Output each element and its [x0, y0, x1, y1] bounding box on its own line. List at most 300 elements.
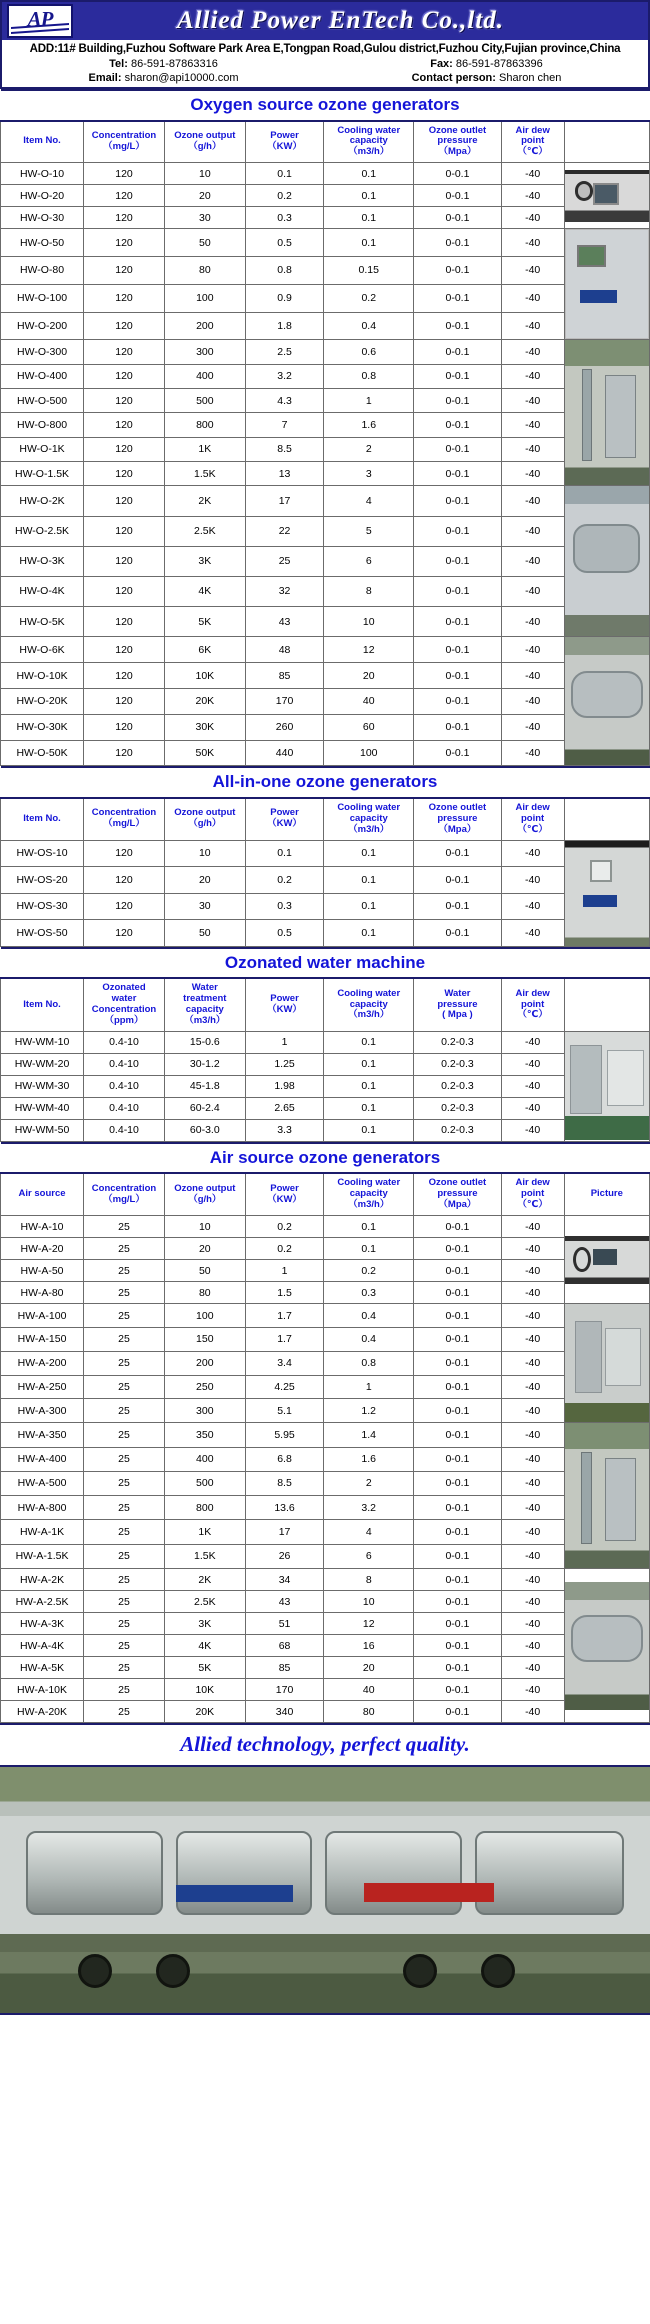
cell-value: -40	[501, 840, 564, 867]
cell-item-no: HW-OS-30	[1, 893, 84, 920]
cell-value: 170	[245, 688, 324, 714]
cell-value: 0.1	[324, 840, 414, 867]
cell-value: -40	[501, 1260, 564, 1282]
cell-value: 8	[324, 576, 414, 606]
cell-value: 17	[245, 486, 324, 516]
table-row	[1, 1591, 650, 1613]
table-row	[1, 388, 650, 412]
photo-ozone-generator-vessels-on-truck	[0, 1767, 650, 2015]
cell-item-no: HW-A-10	[1, 1216, 84, 1238]
cell-value: 32	[245, 576, 324, 606]
cell-value: 30	[164, 207, 245, 229]
cell-value: 60-3.0	[164, 1119, 245, 1141]
cell-value: 2.65	[245, 1097, 324, 1119]
cell-value: 6	[324, 1544, 414, 1568]
section-title-ozonated-water: Ozonated water machine	[1, 948, 650, 979]
cell-value: 25	[84, 1544, 165, 1568]
cell-value: 0-0.1	[414, 1260, 502, 1282]
cell-value: 2	[324, 437, 414, 461]
company-name: Allied Power EnTech Co.,ltd.	[176, 7, 505, 34]
cell-value: 0.2-0.3	[414, 1031, 502, 1053]
cell-item-no: HW-WM-20	[1, 1053, 84, 1075]
cell-item-no: HW-A-20	[1, 1238, 84, 1260]
cell-value: -40	[501, 1304, 564, 1328]
cell-value: 25	[84, 1238, 165, 1260]
cell-value: 10	[324, 1591, 414, 1613]
table-row	[1, 257, 650, 285]
cell-item-no: HW-A-4K	[1, 1635, 84, 1657]
cell-value: -40	[501, 867, 564, 894]
hero-red-label	[364, 1883, 494, 1903]
cell-value: -40	[501, 1075, 564, 1097]
hero-wheel-4	[481, 1954, 515, 1988]
cell-value: 1.8	[245, 312, 324, 340]
cell-value: 0-0.1	[414, 1238, 502, 1260]
cell-value: 12	[324, 1613, 414, 1635]
cell-value: -40	[501, 920, 564, 947]
cell-value: -40	[501, 1375, 564, 1399]
table-row	[1, 1423, 650, 1447]
cell-value: 25	[84, 1591, 165, 1613]
table-row	[1, 284, 650, 312]
cell-value: 50	[164, 920, 245, 947]
telephone-label: Tel:	[109, 58, 128, 70]
cell-item-no: HW-O-800	[1, 413, 84, 437]
table-row	[1, 714, 650, 740]
cell-value: 60-2.4	[164, 1097, 245, 1119]
cell-value: 2.5K	[164, 516, 245, 546]
cell-value: 85	[245, 663, 324, 689]
cell-value: 0-0.1	[414, 546, 502, 576]
cell-value: 0-0.1	[414, 867, 502, 894]
cell-value: 0-0.1	[414, 607, 502, 637]
cell-value: -40	[501, 740, 564, 766]
cell-value: -40	[501, 516, 564, 546]
table-row	[1, 867, 650, 894]
cell-value: 0.8	[245, 257, 324, 285]
cell-value: 0-0.1	[414, 1447, 502, 1471]
cell-value: 0-0.1	[414, 388, 502, 412]
table-row	[1, 1097, 650, 1119]
cell-value: 120	[84, 637, 165, 663]
column-header-ozonated-water-7	[564, 978, 649, 1031]
cell-value: 0.1	[245, 840, 324, 867]
cell-value: 120	[84, 607, 165, 637]
cell-value: 0-0.1	[414, 1657, 502, 1679]
cell-value: 120	[84, 461, 165, 485]
column-header-air-source-7: Picture	[564, 1173, 649, 1215]
cell-value: -40	[501, 1119, 564, 1141]
cell-value: 25	[84, 1304, 165, 1328]
cell-value: 200	[164, 1351, 245, 1375]
cell-item-no: HW-A-400	[1, 1447, 84, 1471]
table-row	[1, 1053, 650, 1075]
cell-value: 120	[84, 867, 165, 894]
cell-value: 120	[84, 388, 165, 412]
table-row	[1, 1447, 650, 1471]
cell-value: 4.25	[245, 1375, 324, 1399]
cell-value: 0-0.1	[414, 1613, 502, 1635]
cell-item-no: HW-O-3K	[1, 546, 84, 576]
table-row	[1, 1471, 650, 1495]
cell-value: 0.3	[324, 1282, 414, 1304]
cell-value: 1	[245, 1031, 324, 1053]
cell-value: 8	[324, 1569, 414, 1591]
cell-value: 1.5	[245, 1282, 324, 1304]
photo-air-skid-plant-image	[565, 1423, 649, 1568]
cell-value: 0.2	[245, 867, 324, 894]
cell-value: 2.5K	[164, 1591, 245, 1613]
cell-item-no: HW-A-2.5K	[1, 1591, 84, 1613]
cell-value: 120	[84, 893, 165, 920]
cell-value: 0.1	[324, 163, 414, 185]
cell-value: 120	[84, 413, 165, 437]
logo-swoosh-icon	[11, 23, 69, 34]
cell-value: 0.4-10	[84, 1119, 165, 1141]
cell-item-no: HW-O-10	[1, 163, 84, 185]
cell-item-no: HW-A-80	[1, 1282, 84, 1304]
cell-value: 1K	[164, 437, 245, 461]
cell-value: 0-0.1	[414, 185, 502, 207]
cell-value: 0.1	[324, 229, 414, 257]
cell-value: 0-0.1	[414, 437, 502, 461]
cell-value: 0.2-0.3	[414, 1053, 502, 1075]
table-row	[1, 1679, 650, 1701]
cell-value: 100	[324, 740, 414, 766]
cell-value: 120	[84, 257, 165, 285]
cell-value: 2K	[164, 1569, 245, 1591]
company-address: ADD:11# Building,Fuzhou Software Park Area E,Tongpan Road,Gulou district,Fuzhou City,Fujian province,China	[0, 40, 650, 57]
cell-value: -40	[501, 437, 564, 461]
cell-value: 1	[324, 388, 414, 412]
table-row	[1, 364, 650, 388]
table-row	[1, 1520, 650, 1544]
cell-value: -40	[501, 229, 564, 257]
photo-all-in-one-cabinet-image	[565, 841, 649, 946]
cell-value: 48	[245, 637, 324, 663]
cell-value: 0-0.1	[414, 1216, 502, 1238]
cell-value: 120	[84, 840, 165, 867]
cell-value: 25	[84, 1260, 165, 1282]
cell-value: -40	[501, 1657, 564, 1679]
cell-value: 120	[84, 185, 165, 207]
cell-value: 3	[324, 461, 414, 485]
cell-value: 25	[84, 1327, 165, 1351]
cell-value: 120	[84, 486, 165, 516]
table-row	[1, 461, 650, 485]
cell-value: 0-0.1	[414, 1327, 502, 1351]
logo-text: AP	[27, 6, 53, 31]
cell-value: 0-0.1	[414, 1591, 502, 1613]
cell-item-no: HW-O-80	[1, 257, 84, 285]
column-header-air-source-2: Ozone output （g/h）	[164, 1173, 245, 1215]
cell-value: 4K	[164, 1635, 245, 1657]
cell-item-no: HW-A-500	[1, 1471, 84, 1495]
product-tables	[0, 89, 650, 1723]
column-header-all-in-one-0: Item No.	[1, 798, 84, 840]
cell-value: 10K	[164, 1679, 245, 1701]
table-air-source	[0, 1142, 650, 1723]
cell-value: 0-0.1	[414, 163, 502, 185]
cell-value: 120	[84, 364, 165, 388]
table-row	[1, 1635, 650, 1657]
cell-value: 43	[245, 1591, 324, 1613]
cell-value: 20	[324, 663, 414, 689]
cell-item-no: HW-O-30	[1, 207, 84, 229]
cell-value: 45-1.8	[164, 1075, 245, 1097]
cell-value: 0.2	[324, 284, 414, 312]
cell-value: 0-0.1	[414, 461, 502, 485]
cell-value: -40	[501, 1327, 564, 1351]
fax	[325, 58, 648, 70]
cell-item-no: HW-A-20K	[1, 1701, 84, 1723]
cell-value: 8.5	[245, 1471, 324, 1495]
table-row	[1, 312, 650, 340]
cell-value: -40	[501, 1471, 564, 1495]
hero-vessel-1	[26, 1831, 163, 1915]
cell-value: 0-0.1	[414, 284, 502, 312]
cell-item-no: HW-O-1K	[1, 437, 84, 461]
table-row	[1, 546, 650, 576]
cell-item-no: HW-A-150	[1, 1327, 84, 1351]
cell-value: 2K	[164, 486, 245, 516]
table-all-in-one	[0, 766, 650, 946]
cell-value: 10	[164, 163, 245, 185]
hero-wheel-2	[156, 1954, 190, 1988]
cell-value: 1.25	[245, 1053, 324, 1075]
cell-value: -40	[501, 637, 564, 663]
cell-value: 30K	[164, 714, 245, 740]
cell-value: 3K	[164, 546, 245, 576]
cell-value: 3.2	[245, 364, 324, 388]
cell-value: 200	[164, 312, 245, 340]
fax-value: 86-591-87863396	[455, 58, 543, 70]
cell-value: 0.1	[245, 163, 324, 185]
table-row	[1, 1496, 650, 1520]
photo-oxygen-skid-plant-image	[565, 340, 649, 485]
contact-row-email	[0, 71, 650, 89]
cell-value: 120	[84, 340, 165, 364]
cell-value: 0-0.1	[414, 1679, 502, 1701]
cell-value: 30-1.2	[164, 1053, 245, 1075]
cell-value: 0.1	[324, 1053, 414, 1075]
cell-value: 0-0.1	[414, 340, 502, 364]
email-value[interactable]: sharon@api10000.com	[124, 72, 239, 84]
cell-item-no: HW-A-50	[1, 1260, 84, 1282]
table-oxygen	[0, 89, 650, 766]
cell-value: 0.4	[324, 312, 414, 340]
column-header-oxygen-6: Air dew point （℃）	[501, 121, 564, 163]
cell-value: -40	[501, 1097, 564, 1119]
table-row	[1, 893, 650, 920]
cell-item-no: HW-A-5K	[1, 1657, 84, 1679]
cell-item-no: HW-O-100	[1, 284, 84, 312]
cell-value: 25	[84, 1701, 165, 1723]
cell-value: 0.3	[245, 207, 324, 229]
cell-value: 170	[245, 1679, 324, 1701]
photo-air-benchtop-unit-image	[565, 1236, 649, 1284]
column-header-all-in-one-4: Cooling water capacity （m3/h）	[324, 798, 414, 840]
cell-value: 150	[164, 1327, 245, 1351]
photo-ozonated-water-machine	[564, 1031, 649, 1141]
cell-item-no: HW-O-4K	[1, 576, 84, 606]
cell-item-no: HW-O-2K	[1, 486, 84, 516]
cell-value: 0.4	[324, 1304, 414, 1328]
cell-value: 0-0.1	[414, 413, 502, 437]
cell-value: 350	[164, 1423, 245, 1447]
cell-value: 3.2	[324, 1496, 414, 1520]
cell-item-no: HW-A-100	[1, 1304, 84, 1328]
cell-item-no: HW-O-6K	[1, 637, 84, 663]
table-row	[1, 663, 650, 689]
fax-label: Fax:	[430, 58, 453, 70]
cell-value: -40	[501, 1679, 564, 1701]
cell-value: 20	[164, 1238, 245, 1260]
column-header-ozonated-water-0: Item No.	[1, 978, 84, 1031]
cell-value: 20	[324, 1657, 414, 1679]
cell-value: 25	[84, 1679, 165, 1701]
cell-value: 0-0.1	[414, 1544, 502, 1568]
cell-value: 15-0.6	[164, 1031, 245, 1053]
table-row	[1, 1569, 650, 1591]
cell-value: -40	[501, 714, 564, 740]
cell-value: 10	[164, 840, 245, 867]
table-row	[1, 1238, 650, 1260]
cell-value: 0.2	[245, 1238, 324, 1260]
cell-value: 43	[245, 607, 324, 637]
cell-value: 120	[84, 714, 165, 740]
cell-value: 120	[84, 284, 165, 312]
cell-value: 20K	[164, 688, 245, 714]
table-row	[1, 1351, 650, 1375]
cell-item-no: HW-O-300	[1, 340, 84, 364]
table-row	[1, 688, 650, 714]
cell-value: -40	[501, 1282, 564, 1304]
cell-value: -40	[501, 546, 564, 576]
cell-value: 0-0.1	[414, 840, 502, 867]
cell-value: 5K	[164, 607, 245, 637]
cell-value: 120	[84, 663, 165, 689]
cell-value: 0.2	[245, 185, 324, 207]
cell-value: -40	[501, 1351, 564, 1375]
cell-item-no: HW-A-250	[1, 1375, 84, 1399]
cell-value: -40	[501, 1701, 564, 1723]
cell-item-no: HW-O-200	[1, 312, 84, 340]
table-row	[1, 1282, 650, 1304]
column-header-air-source-3: Power （KW）	[245, 1173, 324, 1215]
cell-value: -40	[501, 163, 564, 185]
cell-value: 0.4	[324, 1327, 414, 1351]
cell-value: 0.3	[245, 893, 324, 920]
cell-value: 0.1	[324, 867, 414, 894]
cell-item-no: HW-O-400	[1, 364, 84, 388]
column-header-ozonated-water-3: Power （KW）	[245, 978, 324, 1031]
cell-item-no: HW-A-3K	[1, 1613, 84, 1635]
cell-value: 0.5	[245, 920, 324, 947]
email	[2, 72, 325, 84]
cell-value: 1	[324, 1375, 414, 1399]
cell-value: 0.2	[245, 1216, 324, 1238]
column-header-oxygen-3: Power （KW）	[245, 121, 324, 163]
cell-item-no: HW-OS-10	[1, 840, 84, 867]
table-row	[1, 516, 650, 546]
cell-value: 0.15	[324, 257, 414, 285]
cell-value: 4.3	[245, 388, 324, 412]
cell-value: 50	[164, 1260, 245, 1282]
cell-item-no: HW-O-50	[1, 229, 84, 257]
cell-value: 0-0.1	[414, 1520, 502, 1544]
cell-value: 0-0.1	[414, 1635, 502, 1657]
cell-value: 0.4-10	[84, 1075, 165, 1097]
cell-value: 300	[164, 1399, 245, 1423]
cell-item-no: HW-A-800	[1, 1496, 84, 1520]
cell-value: -40	[501, 1423, 564, 1447]
cell-item-no: HW-OS-50	[1, 920, 84, 947]
cell-value: 10K	[164, 663, 245, 689]
column-header-ozonated-water-6: Air dew point （℃）	[501, 978, 564, 1031]
column-header-oxygen-0: Item No.	[1, 121, 84, 163]
cell-value: 120	[84, 312, 165, 340]
cell-value: 0-0.1	[414, 1375, 502, 1399]
cell-value: 500	[164, 1471, 245, 1495]
contact-row-phone	[0, 57, 650, 71]
cell-value: 0.2-0.3	[414, 1097, 502, 1119]
cell-value: 0-0.1	[414, 1423, 502, 1447]
cell-value: 120	[84, 688, 165, 714]
photo-oxygen-cabinet-unit-image	[565, 229, 649, 339]
cell-item-no: HW-O-1.5K	[1, 461, 84, 485]
cell-value: 30	[164, 893, 245, 920]
cell-value: 3.3	[245, 1119, 324, 1141]
table-row	[1, 637, 650, 663]
table-row	[1, 1304, 650, 1328]
cell-value: 0.1	[324, 1097, 414, 1119]
cell-value: 120	[84, 207, 165, 229]
cell-value: 0-0.1	[414, 1496, 502, 1520]
cell-value: 0.5	[245, 229, 324, 257]
table-row	[1, 607, 650, 637]
cell-value: 1.4	[324, 1423, 414, 1447]
cell-value: 40	[324, 1679, 414, 1701]
cell-value: 0-0.1	[414, 364, 502, 388]
cell-value: -40	[501, 1447, 564, 1471]
cell-value: 34	[245, 1569, 324, 1591]
cell-value: 25	[84, 1216, 165, 1238]
cell-value: 0-0.1	[414, 893, 502, 920]
cell-value: 0.1	[324, 1075, 414, 1097]
cell-value: 0-0.1	[414, 1471, 502, 1495]
photo-oxygen-large-plant-image	[565, 486, 649, 636]
cell-value: 5	[324, 516, 414, 546]
cell-value: 6.8	[245, 1447, 324, 1471]
cell-item-no: HW-A-1.5K	[1, 1544, 84, 1568]
cell-value: -40	[501, 576, 564, 606]
cell-value: 0.8	[324, 1351, 414, 1375]
cell-value: 25	[84, 1351, 165, 1375]
cell-value: 0-0.1	[414, 486, 502, 516]
cell-value: -40	[501, 893, 564, 920]
cell-item-no: HW-A-1K	[1, 1520, 84, 1544]
cell-item-no: HW-A-350	[1, 1423, 84, 1447]
hero-vessel-4	[475, 1831, 625, 1915]
cell-value: 0.4-10	[84, 1097, 165, 1119]
cell-value: 13	[245, 461, 324, 485]
table-row	[1, 1260, 650, 1282]
hero-blue-label	[176, 1885, 293, 1902]
column-header-air-source-0: Air source	[1, 1173, 84, 1215]
cell-value: -40	[501, 1053, 564, 1075]
cell-value: 0.4-10	[84, 1031, 165, 1053]
